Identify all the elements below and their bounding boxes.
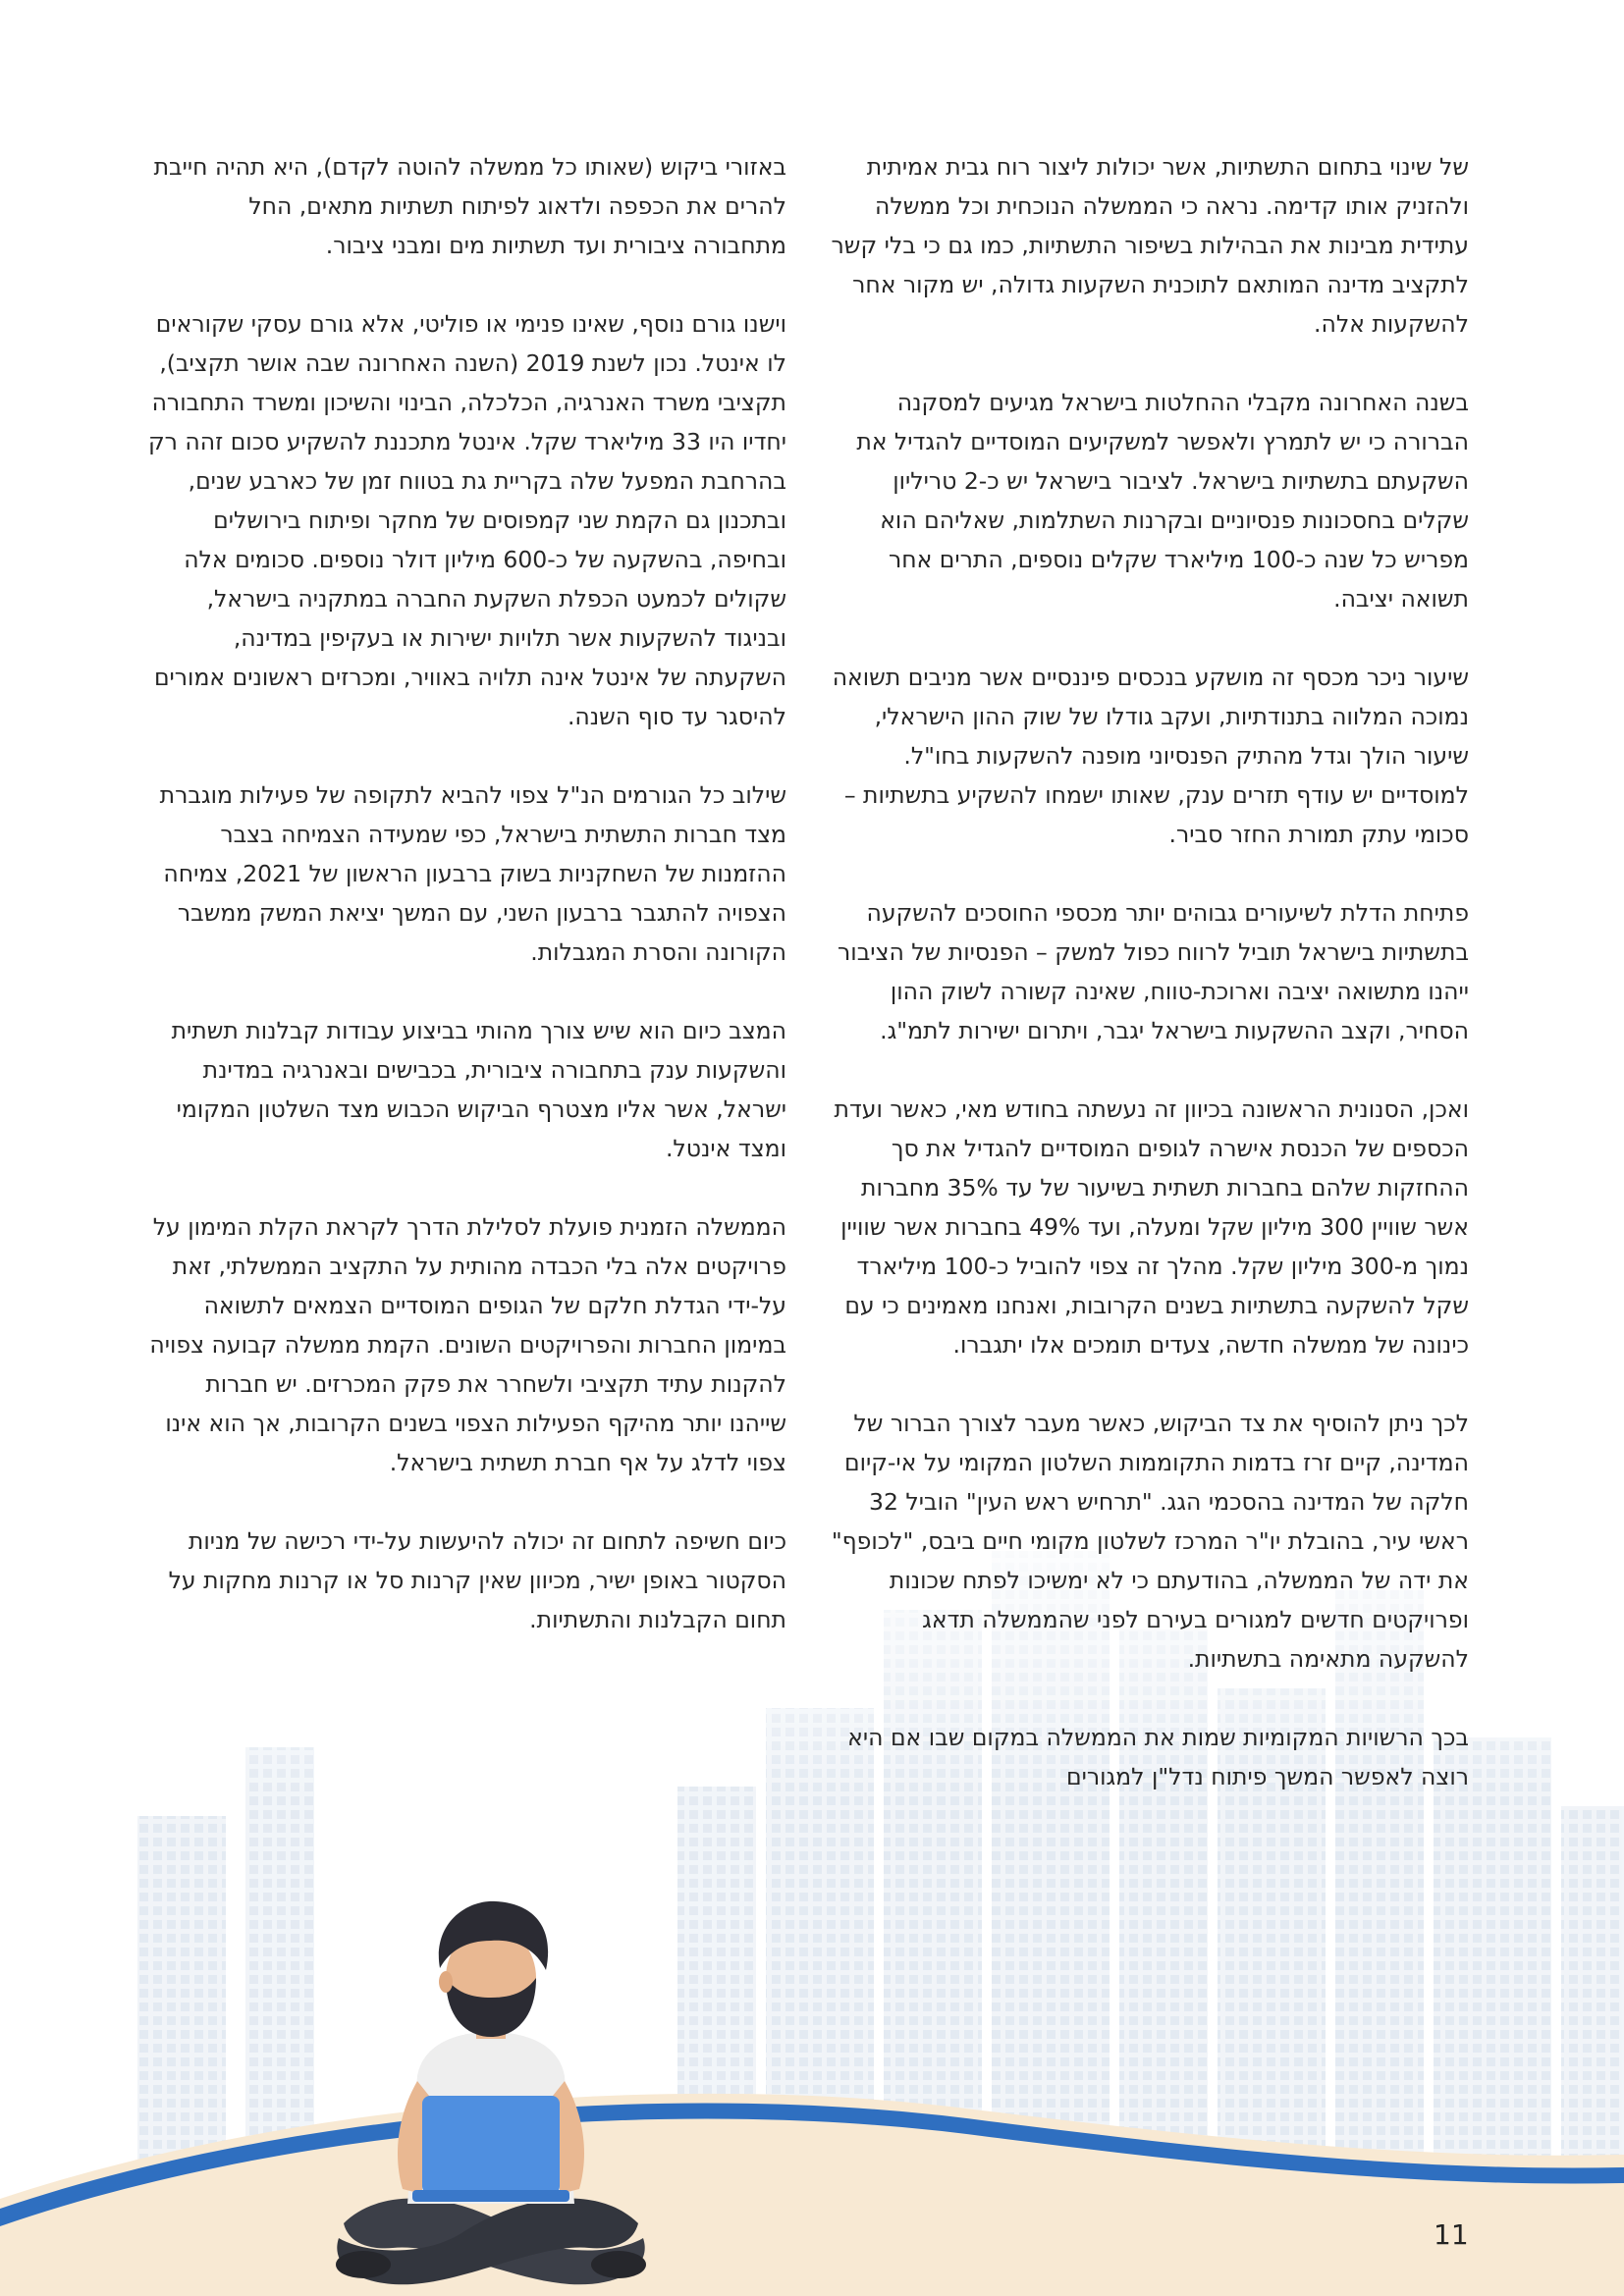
paragraph: שיעור ניכר מכסף זה מושקע בנכסים פיננסיים אשר מניבים תשואה נמוכה המלווה בתנודתיות, ועקב גודלו של שוק ההון הישראלי, שיעור הולך וגדל מהתיק הפנסיוני מופנה להשקעות בחו"ל. למוסדיים יש עודף תזרים ענק, שאותו ישמחו להשקיע בתשתיות – סכומי עתק תמורת החזר סביר. xyxy=(832,664,1469,848)
text-column-left xyxy=(148,147,786,1679)
paragraph: שילוב כל הגורמים הנ"ל צפוי להביא לתקופה של פעילות מוגברת מצד חברות התשתית בישראל, כפי שמעידה הצמיחה בצבר ההזמנות של השחקניות בשוק ברבעון הראשון של 2021, צמיחה הצפויה להתגבר ברבעון השני, עם המשך יציאת המשק ממשבר הקורונה והסרת המגבלות. xyxy=(159,781,786,966)
paragraph: לכך ניתן להוסיף את צד הביקוש, כאשר מעבר לצורך הברור של המדינה, קיים זרז בדמות התקוממות השלטון המקומי על אי-קיום חלקה של המדינה בהסכמי הגג. "תרחיש ראש העין" הוביל 32 ראשי עיר, בהובלת יו"ר המרכז לשלטון מקומי חיים ביבס, "לכופף" את ידה של הממשלה, בהודעתם כי לא ימשיכו לפתח שכונות ופרויקטים חדשים למגורים בעירם לפני שהממשלה תדאג להשקעה מתאימה בתשתיות. xyxy=(831,1410,1469,1673)
paragraph: של שינוי בתחום התשתיות, אשר יכולות ליצור רוח גבית אמיתית ולהזניק אותו קדימה. נראה כי הממשלה הנוכחית וכל ממשלה עתידית מבינות את הבהילות בשיפור התשתיות, כמו גם כי בלי קשר לתקציב מדינה המותאם לתוכנית השקעות גדולה, יש מקור אחר להשקעות אלה. xyxy=(831,153,1469,338)
paragraph: ואכן, הסנונית הראשונה בכיוון זה נעשתה בחודש מאי, כאשר ועדת הכספים של הכנסת אישרה לגופים המוסדיים להגדיל את סך ההחזקות שלהם בחברות תשתית בשיעור של עד 35% מחברות אשר שוויין 300 מיליון שקל ומעלה, ועד 49% בחברות אשר שוויין נמוך מ-300 מיליון שקל. מהלך זה צפוי להוביל כ-100 מיליארד שקל להשקעה בתשתיות בשנים הקרובות, ואנחנו מאמינים כי עם כינונה של ממשלה חדשה, צעדים תומכים אלו יתגברו. xyxy=(834,1095,1469,1359)
paragraph: בכך הרשויות המקומיות שמות את הממשלה במקום שבו אם היא רוצה לאפשר המשך פיתוח נדל"ן למגורים xyxy=(847,1724,1469,1790)
sand-area xyxy=(0,2094,1624,2296)
paragraph: בשנה האחרונה מקבלי ההחלטות בישראל מגיעים למסקנה הברורה כי יש לתמרץ ולאפשר למשקיעים המוסדיים להגדיל את השקעתם בתשתיות בישראל. לציבור בישראל יש כ-2 טריליון שקלים בחסכונות פנסיוניים ובקרנות השתלמות, שאליהם הוא מפריש כל שנה כ-100 מיליארד שקלים נוספים, התרים אחר תשואה יציבה. xyxy=(856,389,1469,613)
text-column-right xyxy=(831,147,1469,1836)
paragraph: באזורי ביקוש (שאותו כל ממשלה להוטה לקדם), היא תהיה חייבת להרים את הכפפה ולדאוג לפיתוח תשתיות מתאים, החל מתחבורה ציבורית ועד תשתיות מים ומבני ציבור. xyxy=(153,153,786,259)
person-with-laptop-illustration xyxy=(324,1899,658,2296)
paragraph: הממשלה הזמנית פועלת לסלילת הדרך לקראת הקלת המימון על פרויקטים אלה בלי הכבדה מהותית על התקציב הממשלתי, זאת על-ידי הגדלת חלקם של הגופים המוסדיים הצמאים לתשואה במימון החברות והפרויקטים השונים. הקמת ממשלה קבועה צפויה להקנות עתיד תקציבי ולשחרר את פקק המכרזים. יש חברות שייהנו יותר מהיקף הפעילות הצפוי בשנים הקרובות, אך הוא אינו צפוי לדלג על אף חברת תשתית בישראל. xyxy=(149,1213,786,1476)
paragraph: פתיחת הדלת לשיעורים גבוהים יותר מכספי החוסכים להשקעה בתשתיות בישראל תוביל לרווח כפול למשק – הפנסיות של הציבור ייהנו מתשואה יציבה וארוכת-טווח, שאינה קשורה לשוק ההון הסחיר, וקצב ההשקעות בישראל יגבר, ויתרום ישירות לתמ"ג. xyxy=(838,899,1469,1044)
paragraph: וישנו גורם נוסף, שאינו פנימי או פוליטי, אלא גורם עסקי שקוראים לו אינטל. נכון לשנת 2019 (השנה האחרונה שבה אושר תקציב), תקציבי משרד האנרגיה, הכלכלה, הבינוי והשיכון ומשרד התחבורה יחדיו היו 33 מיליארד שקל. אינטל מתכננת להשקיע סכום זהה רק בהרחבת המפעל שלה בקריית גת בטווח זמן של כארבע שנים, ובתכנון גם הקמת שני קמפוסים של מחקר ופיתוח בירושלים ובחיפה, בהשקעה של כ-600 מיליון דולר נוספים. סכומים אלה שקולים לכמעט הכפלת השקעת החברה במתקניה בישראל, ובניגוד להשקעות אשר תלויות ישירות או בעקיפין במדינה, השקעתה של אינטל אינה תלויה באוויר, ומכרזים ראשונים אמורים להיסגר עד סוף השנה. xyxy=(147,310,786,730)
footer-wave-decoration xyxy=(0,2081,1624,2296)
paragraph: כיום חשיפה לתחום זה יכולה להיעשות על-ידי רכישה של מניות הסקטור באופן ישיר, מכיוון שאין קרנות סל או קרנות מחקות על תחום הקבלנות והתשתיות. xyxy=(168,1527,786,1633)
page-number: 11 xyxy=(1434,2218,1469,2251)
paragraph: המצב כיום הוא שיש צורך מהותי בביצוע עבודות קבלנות תשתית והשקעות ענק בתחבורה ציבורית, בכבישים ובאנרגיה במדינת ישראל, אשר אליו מצטרף הביקוש הכבוש מצד השלטון המקומי ומצד אינטל. xyxy=(171,1017,786,1162)
